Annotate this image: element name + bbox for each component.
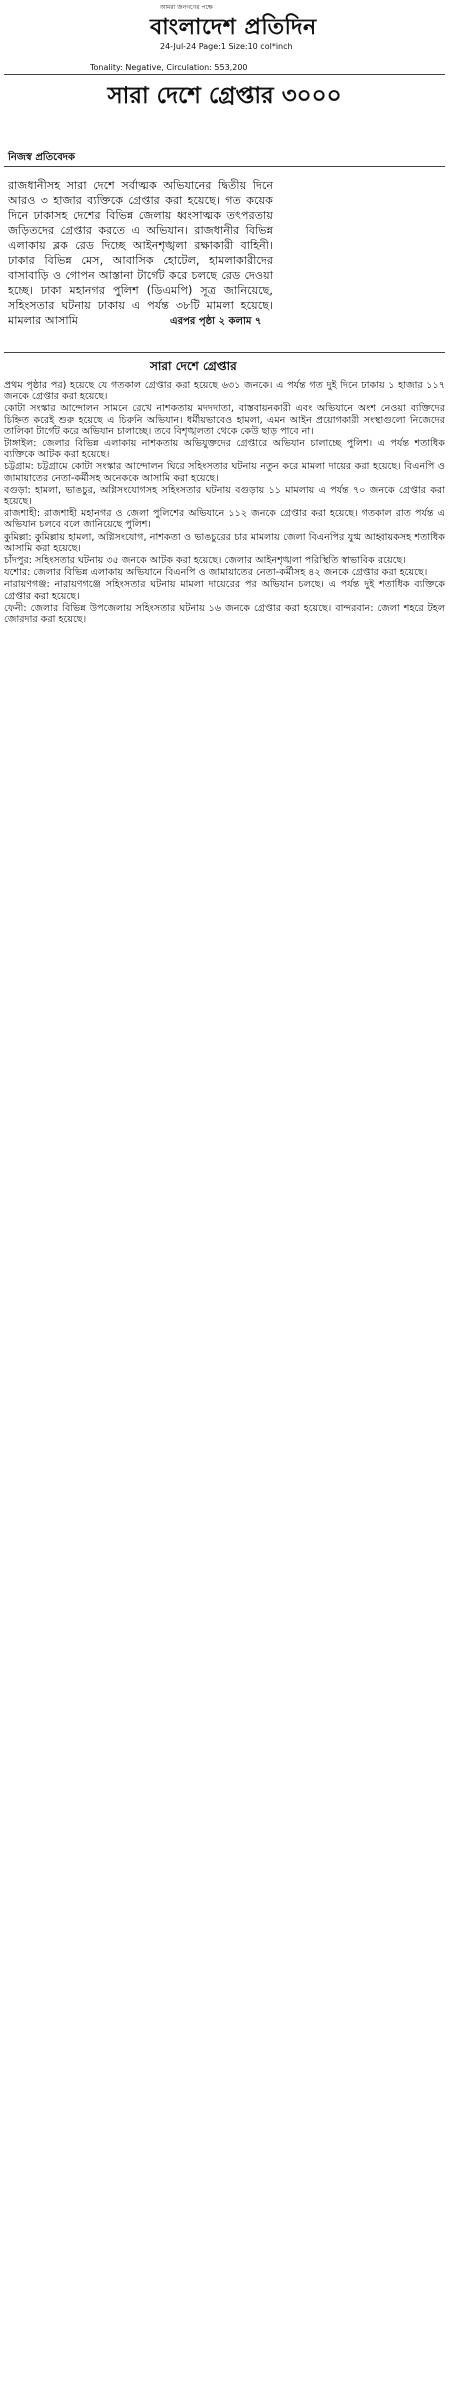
body-paragraph: চট্টগ্রাম: চট্টগ্রামে কোটা সংস্কার আন্দোলন ঘিরে সহিংসতার ঘটনায় নতুন করে মামলা দায়ের করা হয়েছে। বিএনপি ও জামায়াতের নেতা-কর্মীসহ অনেককে আসামি করা হয়েছে। xyxy=(4,461,445,484)
clipping-date-line: 24-Jul-24 Page:1 Size:10 col*inch xyxy=(160,42,293,51)
article-body xyxy=(4,380,445,626)
continuation-header: সারা দেশে গ্রেপ্তার xyxy=(150,359,237,373)
body-paragraph: কোটা সংস্কার আন্দোলন সামনে রেখে নাশকতায় মদদদাতা, বাস্তবায়নকারী এবং অভিযানে অংশ নেওয়া ব্যক্তিদের চিহ্নিত করেই শুরু হয়েছে এ চিরুনি অভিযান। ধর্মীয়ভাবেও হামলা, এমন আইন প্রয়োগকারী সংস্থাগুলো নিজেদের তালিকা টার্গেট করে অভিযান চালাচ্ছে। তবে বিশৃঙ্খলতা থেকে কেউ ছাড় পাবে না। xyxy=(4,403,445,437)
newspaper-logo: বাংলাদেশ প্রতিদিন xyxy=(150,14,317,40)
masthead xyxy=(0,0,449,60)
jump-line: এরপর পৃষ্ঠা ২ কলাম ৭ xyxy=(170,316,262,327)
clipping-tonality: Tonality: Negative, Circulation: 553,200 xyxy=(90,63,248,72)
headline: সারা দেশে গ্রেপ্তার ৩০০০ xyxy=(107,82,342,109)
body-paragraph: টাঙ্গাইল: জেলার বিভিন্ন এলাকায় নাশকতায় অভিযুক্তদের গ্রেপ্তারে অভিযান চালাচ্ছে পুলিশ। এ পর্যন্ত শতাধিক ব্যক্তিকে আটক করা হয়েছে। xyxy=(4,438,445,461)
body-paragraph: কুমিল্লা: কুমিল্লায় হামলা, অগ্নিসংযোগ, নাশকতা ও ভাঙচুরের চার মামলায় জেলা বিএনপির যুগ্ম আহ্বায়কসহ শতাধিক আসামি করা হয়েছে। xyxy=(4,531,445,554)
divider xyxy=(4,166,445,167)
body-paragraph: রাজশাহী: রাজশাহী মহানগর ও জেলা পুলিশের অভিযানে ১১২ জনকে গ্রেপ্তার করা হয়েছে। গতকাল রাত পর্যন্ত এ অভিযান চলবে বলে জানিয়েছে পুলিশ। xyxy=(4,508,445,531)
body-paragraph: নারায়ণগঞ্জ: নারায়ণগঞ্জে সহিংসতার ঘটনায় মামলা দায়েরের পর অভিযান চলছে। এ পর্যন্ত দুই শতাধিক ব্যক্তিকে গ্রেপ্তার করা হয়েছে। xyxy=(4,579,445,602)
body-paragraph: চাঁদপুর: সহিংসতার ঘটনায় ৩৫ জনকে আটক করা হয়েছে। জেলার আইনশৃঙ্খলা পরিস্থিতি স্বাভাবিক রয়েছে। xyxy=(4,555,406,567)
body-paragraph: ফেনী: জেলার বিভিন্ন উপজেলায় সহিংসতার ঘটনায় ১৬ জনকে গ্রেপ্তার করা হয়েছে। বান্দরবান: জেলা শহরে টহল জোরদার করা হয়েছে। xyxy=(4,602,445,626)
lead-paragraph: রাজধানীসহ সারা দেশে সর্বাত্মক অভিযানের দ্বিতীয় দিনে আরও ৩ হাজার ব্যক্তিকে গ্রেপ্তার করা হয়েছে। গত কয়েক দিনে ঢাকাসহ দেশের বিভিন্ন জেলায় ধ্বংসাত্মক তৎপরতায় জড়িতদের গ্রেপ্তার করতে এ অভিযান। রাজধানীর বিভিন্ন এলাকায় ব্লক রেড দিচ্ছে আইনশৃঙ্খলা রক্ষাকারী বাহিনী। ঢাকার বিভিন্ন মেস, আবাসিক হোটেল, হামলাকারীদের বাসাবাড়ি ও গোপন আস্তানা টার্গেট করে চলছে রেড দেওয়া হচ্ছে। ঢাকা মহানগর পুলিশ (ডিএমপি) সূত্র জানিয়েছে, সহিংসতার ঘটনায় ঢাকায় এ পর্যন্ত ৩৮টি মামলা হয়েছে। মামলার আসামি xyxy=(8,179,273,327)
body-paragraph: যশোর: জেলার বিভিন্ন এলাকায় অভিযানে বিএনপি ও জামায়াতের নেতা-কর্মীসহ ৪২ জনকে গ্রেপ্তার করা হয়েছে। xyxy=(4,567,428,579)
masthead-tagline: আমরা জনগণের পক্ষে xyxy=(160,4,213,11)
body-paragraph: প্রথম পৃষ্ঠার পর) হয়েছে যে গতকাল গ্রেপ্তার করা হয়েছে ৬৩১ জনকে। এ পর্যন্ত গত দুই দিনে ঢাকায় ১ হাজার ১১৭ জনকে গ্রেপ্তার করা হয়েছে। xyxy=(4,380,445,403)
divider xyxy=(4,74,445,75)
divider xyxy=(4,352,445,353)
body-paragraph: বগুড়া: হামলা, ভাঙচুর, অগ্নিসংযোগসহ সহিংসতার ঘটনায় বগুড়ায় ১১ মামলায় এ পর্যন্ত ৭০ জনকে গ্রেপ্তার করা হয়েছে। xyxy=(4,484,445,508)
byline: নিজস্ব প্রতিবেদক xyxy=(8,152,76,163)
